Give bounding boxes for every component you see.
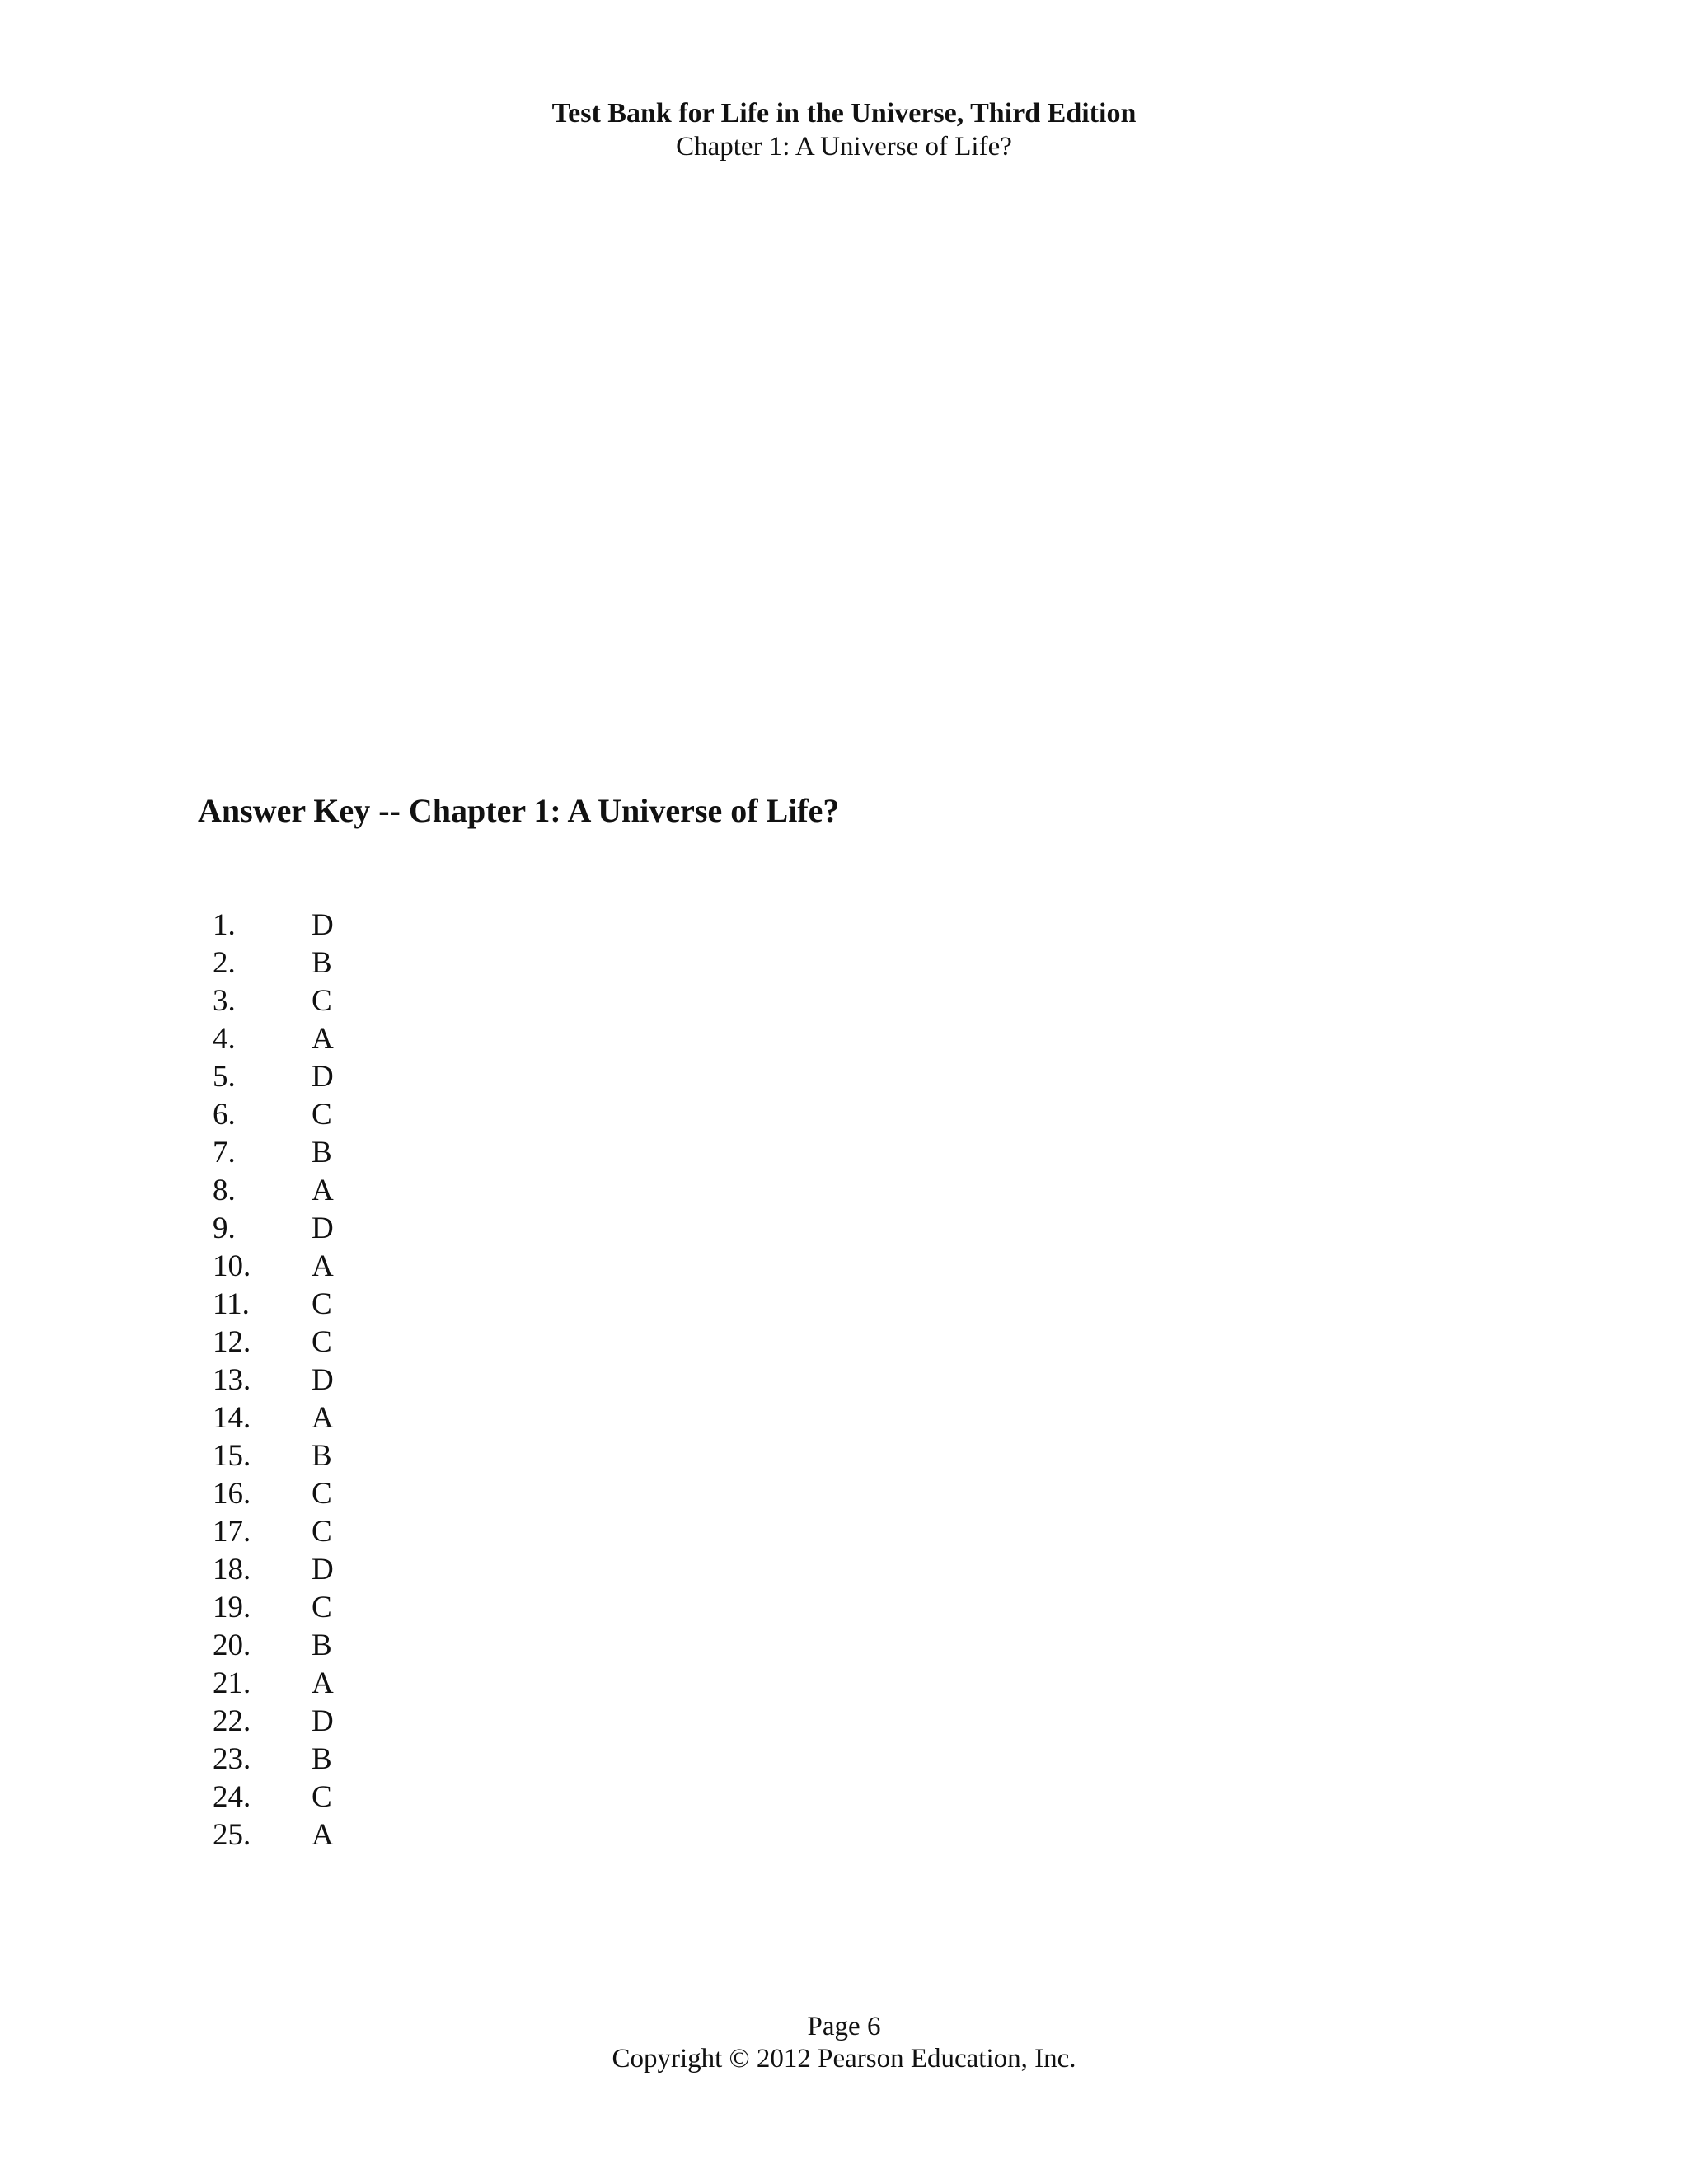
page-footer	[0, 2011, 1688, 2075]
answer-number: 17.	[213, 1515, 251, 1549]
answer-letter: D	[312, 1363, 334, 1397]
page-number: Page 6	[807, 2012, 881, 2041]
answer-row	[213, 1513, 377, 1551]
answer-row	[213, 1134, 377, 1172]
answer-row	[213, 944, 377, 982]
header-subtitle: Chapter 1: A Universe of Life?	[676, 132, 1012, 162]
answer-letter: A	[312, 1401, 334, 1435]
answer-number: 9.	[213, 1212, 236, 1245]
answer-number: 3.	[213, 984, 236, 1018]
answer-row	[213, 1437, 377, 1475]
answer-letter: B	[312, 1439, 332, 1473]
page-header	[0, 97, 1688, 163]
answer-letter: B	[312, 946, 332, 980]
header-title: Test Bank for Life in the Universe, Third Edition	[551, 98, 1137, 129]
answer-letter: C	[312, 1098, 332, 1132]
answer-letter: D	[312, 908, 334, 942]
answer-letter: C	[312, 1515, 332, 1549]
answer-letter: B	[312, 1629, 332, 1662]
answer-row	[213, 1172, 377, 1210]
answer-row	[213, 1058, 377, 1096]
answer-row	[213, 1741, 377, 1779]
answer-letter: C	[312, 984, 332, 1018]
answer-row	[213, 1703, 377, 1741]
answer-letter: D	[312, 1212, 334, 1245]
answer-number: 15.	[213, 1439, 251, 1473]
answer-number: 21.	[213, 1666, 251, 1700]
answer-number: 10.	[213, 1249, 251, 1283]
answer-number: 22.	[213, 1704, 251, 1738]
answer-number: 2.	[213, 946, 236, 980]
answer-number: 25.	[213, 1818, 251, 1852]
answer-row	[213, 1210, 377, 1248]
answer-number: 20.	[213, 1629, 251, 1662]
answer-row	[213, 1399, 377, 1437]
answer-letter: C	[312, 1780, 332, 1814]
answer-letter: A	[312, 1818, 334, 1852]
answer-letter: D	[312, 1060, 334, 1094]
answer-key-list	[213, 907, 377, 1854]
answer-number: 19.	[213, 1591, 251, 1624]
answer-letter: A	[312, 1174, 334, 1207]
answer-row	[213, 1248, 377, 1286]
answer-letter: D	[312, 1704, 334, 1738]
copyright-notice: Copyright © 2012 Pearson Education, Inc.	[612, 2044, 1076, 2074]
answer-key-heading: Answer Key -- Chapter 1: A Universe of Life?	[198, 792, 840, 829]
answer-row	[213, 1816, 377, 1854]
answer-row	[213, 1020, 377, 1058]
answer-letter: A	[312, 1249, 334, 1283]
answer-letter: C	[312, 1325, 332, 1359]
answer-row	[213, 1665, 377, 1703]
answer-row	[213, 1589, 377, 1627]
answer-row	[213, 1627, 377, 1665]
answer-number: 5.	[213, 1060, 236, 1094]
answer-number: 8.	[213, 1174, 236, 1207]
answer-letter: C	[312, 1591, 332, 1624]
answer-letter: A	[312, 1022, 334, 1056]
answer-number: 14.	[213, 1401, 251, 1435]
answer-number: 4.	[213, 1022, 236, 1056]
answer-number: 13.	[213, 1363, 251, 1397]
answer-number: 18.	[213, 1553, 251, 1586]
answer-letter: B	[312, 1742, 332, 1776]
answer-letter: A	[312, 1666, 334, 1700]
answer-row	[213, 1324, 377, 1361]
answer-letter: C	[312, 1287, 332, 1321]
answer-row	[213, 1286, 377, 1324]
answer-row	[213, 907, 377, 944]
answer-letter: B	[312, 1136, 332, 1169]
answer-number: 24.	[213, 1780, 251, 1814]
answer-row	[213, 1475, 377, 1513]
answer-row	[213, 1779, 377, 1816]
answer-row	[213, 1551, 377, 1589]
answer-number: 12.	[213, 1325, 251, 1359]
answer-number: 7.	[213, 1136, 236, 1169]
answer-row	[213, 1096, 377, 1134]
answer-number: 16.	[213, 1477, 251, 1511]
answer-number: 11.	[213, 1287, 250, 1321]
answer-letter: C	[312, 1477, 332, 1511]
answer-row	[213, 982, 377, 1020]
answer-number: 23.	[213, 1742, 251, 1776]
answer-number: 6.	[213, 1098, 236, 1132]
answer-row	[213, 1361, 377, 1399]
answer-letter: D	[312, 1553, 334, 1586]
answer-number: 1.	[213, 908, 236, 942]
